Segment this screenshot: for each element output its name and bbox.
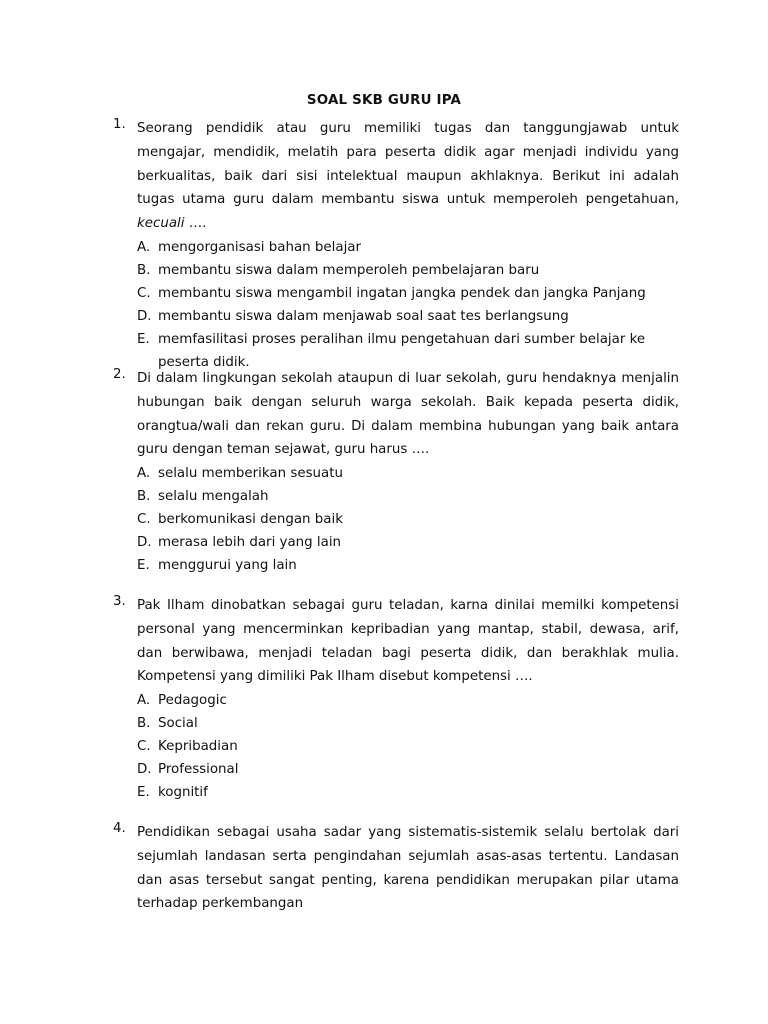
question-stem: Pendidikan sebagai usaha sadar yang sistematis-sistemik selalu bertolak dari sejumlah landasan serta pengindahan sejumlah asas-asas tertentu. Landasan dan asas tersebut sangat penting, karena pendidikan merupakan pilar utama terhadap perkembangan (137, 825, 679, 912)
option-text: memfasilitasi proses peralihan ilmu pengetahuan dari sumber belajar ke peserta didik. (158, 331, 646, 370)
option-e (137, 554, 679, 577)
option-e (137, 781, 679, 804)
option-text: menggurui yang lain (158, 558, 297, 574)
option-letter: E. (137, 331, 150, 347)
option-a (137, 689, 679, 712)
option-text: Pedagogic (158, 693, 227, 709)
answer-options (137, 462, 679, 577)
option-letter: E. (137, 785, 150, 801)
option-letter: B. (137, 262, 151, 278)
question-4 (113, 821, 679, 916)
option-letter: A. (137, 466, 151, 482)
question-stem: Di dalam lingkungan sekolah ataupun di luar sekolah, guru hendaknya menjalin hubungan baik dengan seluruh warga sekolah. Baik kepada peserta didik, orangtua/wali dan rekan guru. Di dalam membina hubungan yang baik antara guru dengan teman sejawat, guru harus …. (137, 371, 679, 458)
option-text: kognitif (158, 785, 208, 801)
option-text: membantu siswa dalam menjawab soal saat tes berlangsung (158, 308, 569, 324)
option-text: Kepribadian (158, 739, 238, 755)
option-c (137, 508, 679, 531)
option-text: membantu siswa dalam memperoleh pembelajaran baru (158, 262, 540, 278)
option-letter: E. (137, 558, 150, 574)
option-letter: C. (137, 739, 151, 755)
option-letter: A. (137, 239, 151, 255)
option-b (137, 485, 679, 508)
option-letter: C. (137, 285, 151, 301)
option-b (137, 712, 679, 735)
option-text: merasa lebih dari yang lain (158, 535, 342, 551)
option-text: Social (158, 716, 198, 732)
option-letter: A. (137, 693, 151, 709)
option-d (137, 531, 679, 554)
question-text: Seorang pendidik atau guru memiliki tugas dan tanggungjawab untuk mengajar, mendidik, melatih para peserta didik agar menjadi individu yang berkualitas, baik dari sisi intelektual maupun akhlaknya. Berikut ini adalah tugas utama guru dalam membantu siswa untuk memperoleh pengetahuan, (137, 121, 679, 208)
option-c (137, 735, 679, 758)
option-text: selalu memberikan sesuatu (158, 466, 343, 482)
option-letter: C. (137, 512, 151, 528)
option-text: selalu mengalah (158, 489, 269, 505)
question-number: 1. (113, 117, 126, 132)
option-letter: B. (137, 489, 151, 505)
document-title: SOAL SKB GURU IPA (306, 93, 462, 108)
option-c (137, 282, 679, 305)
option-text: Professional (158, 762, 239, 778)
option-text: mengorganisasi bahan belajar (158, 239, 362, 255)
answer-options (137, 236, 679, 374)
option-letter: B. (137, 716, 151, 732)
question-number: 3. (113, 594, 126, 609)
question-1 (113, 117, 679, 374)
question-stem: Pak Ilham dinobatkan sebagai guru teladan, karna dinilai memilki kompetensi personal yang mencerminkan kepribadian yang mantap, stabil, dewasa, arif, dan berwibawa, menjadi teladan bagi peserta didik, dan berakhlak mulia. Kompetensi yang dimiliki Pak Ilham disebut kompetensi …. (137, 598, 679, 685)
question-3 (113, 594, 679, 804)
answer-options (137, 689, 679, 804)
option-d (137, 758, 679, 781)
option-letter: D. (137, 308, 152, 324)
option-text: berkomunikasi dengan baik (158, 512, 343, 528)
question-number: 2. (113, 367, 126, 382)
option-b (137, 259, 679, 282)
option-letter: D. (137, 535, 152, 551)
option-a (137, 236, 679, 259)
option-text: membantu siswa mengambil ingatan jangka pendek dan jangka Panjang (158, 285, 646, 301)
option-d (137, 305, 679, 328)
question-number: 4. (113, 821, 126, 836)
question-2 (113, 367, 679, 577)
question-stem (137, 117, 679, 236)
option-a (137, 462, 679, 485)
question-emphasis: kecuali (137, 216, 185, 232)
option-letter: D. (137, 762, 152, 778)
question-ellipsis: …. (188, 216, 207, 232)
